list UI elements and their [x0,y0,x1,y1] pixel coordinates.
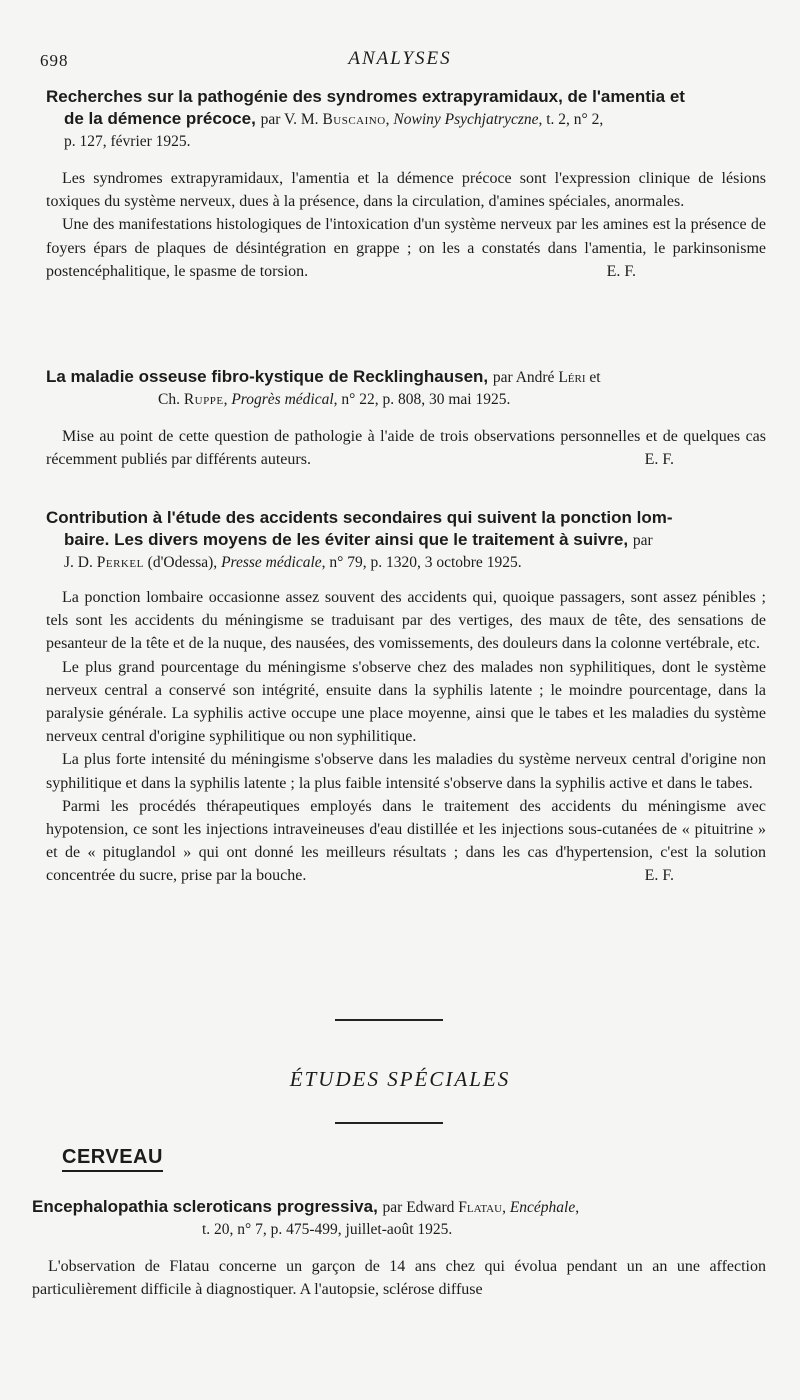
article-title: Recherches sur la pathogénie des syndromes extrapyramidaux, de l'amentia et de la démence précoce, par V. M. Buscaino, Nowiny Psychjatryczne, t. 2, n° 2, [46,87,685,128]
page-number: 698 [40,51,69,70]
article-reference: J. D. Perkel (d'Odessa), Presse médicale, n° 79, p. 1320, 3 octobre 1925. [64,554,522,571]
article-title: Contribution à l'étude des accidents secondaires qui suivent la ponction lom- baire. Les divers moyens de les éviter ainsi que le traitement à suivre, par [46,508,673,549]
article-reference: t. 20, n° 7, p. 475-499, juillet-août 1925. [202,1221,453,1238]
signature: E. F. [606,262,636,280]
running-title: ANALYSES [348,48,452,69]
article-1 [46,86,766,283]
signature: E. F. [644,867,674,885]
article-reference: Ch. Ruppe, Progrès médical, n° 22, p. 808, 30 mai 1925. [158,391,511,408]
article-title: La maladie osseuse fibro-kystique de Recklinghausen, par André Léri et [46,367,601,386]
article-2 [46,366,766,471]
article-3 [46,507,766,888]
article-paragraph: Une des manifestations histologiques de l'intoxication d'un système nerveux par les amines est la présence de foyers épars de plaques de désintégration en grappe ; on les a constatés dans l'amentia, le parkinsonisme postencéphalitique, le spasme de torsion. E. F. [46,213,766,283]
article-paragraph: Les syndromes extrapyramidaux, l'amentia et la démence précoce sont l'expression clinique de lésions toxiques du système nerveux, dues à la présence, dans la circulation, d'amines spéciales, anormales. [46,170,766,211]
article-paragraph: Parmi les procédés thérapeutiques employés dans le traitement des accidents du méningisme avec hypotension, ce sont les injections intraveineuses d'eau distillée et les injections sous-cutanées de « pituitrine » et de « pituglandol » qui ont donné les meilleurs résultats ; dans les cas d'hypertension, c'est la solution concentrée du sucre, prise par la bouche. E. F. [46,795,766,888]
article-paragraph: L'observation de Flatau concerne un garçon de 14 ans chez qui évolua pendant un an une affection particulièrement difficile à diagnostiquer. A l'autopsie, sclérose diffuse [32,1258,766,1299]
signature: E. F. [644,451,674,469]
article-paragraph: Le plus grand pourcentage du méningisme s'observe chez des malades non syphilitiques, dont le système nerveux central a conservé son intégrité, ensuite dans la syphilis latente ; le moindre pourcentage, dans la paralysie générale. La syphilis active occupe une place moyenne, ainsi que le tabes et les maladies du système nerveux central d'origine syphilitique ou non syphilitique. [46,658,766,746]
divider-rule [335,1122,443,1124]
running-header [34,48,766,72]
section-heading: ÉTUDES SPÉCIALES [289,1067,511,1091]
article-paragraph: La ponction lombaire occasionne assez souvent des accidents qui, quoique passagers, sont assez pénibles ; tels sont les accidents du méningisme se traduisant par des vertiges, des maux de tête, des sensations de pesanteur de la tête et de la nuque, des nausées, des vomissements, des douleurs dans la colonne vertébrale, etc. [46,589,766,653]
article-reference: p. 127, février 1925. [64,133,191,150]
article-paragraph: Mise au point de cette question de pathologie à l'aide de trois observations personnelles et de quelques cas récemment publiés par différents auteurs. E. F. [46,425,766,471]
subsection-heading: CERVEAU [62,1146,163,1172]
article-4 [32,1196,766,1301]
article-title: Encephalopathia scleroticans progressiva, par Edward Flatau, Encéphale, [32,1197,580,1216]
article-paragraph: La plus forte intensité du méningisme s'observe dans les maladies du système nerveux central d'origine non syphilitique et dans la syphilis latente ; la plus faible intensité s'observe dans la syphilis active et dans le tabes. [46,751,766,792]
divider-rule [335,1019,443,1021]
